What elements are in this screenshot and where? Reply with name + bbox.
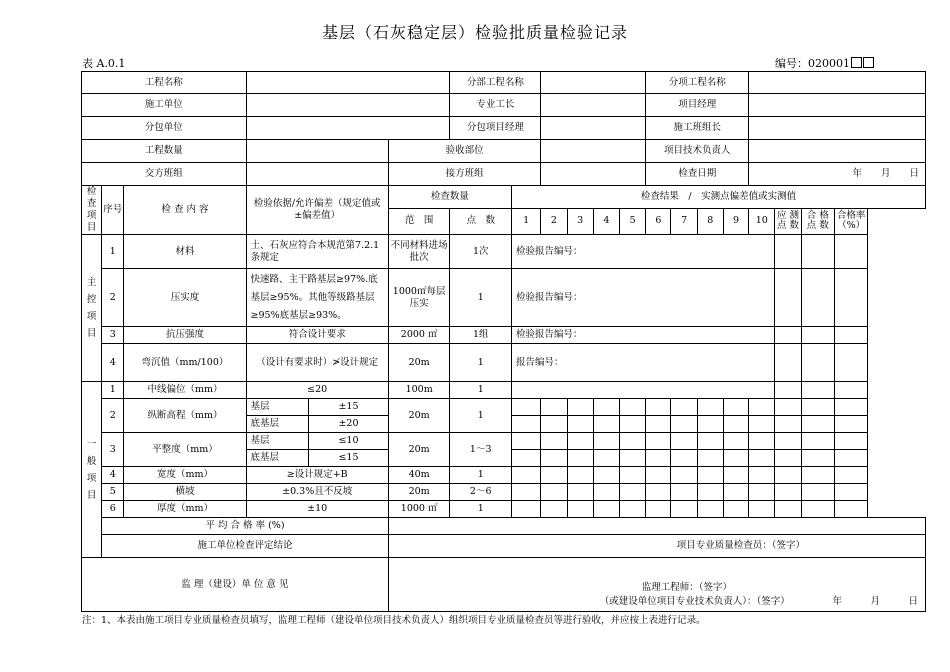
pass-points-cell[interactable] — [801, 344, 834, 382]
result-cell[interactable] — [567, 501, 593, 518]
result-cell[interactable] — [541, 450, 567, 467]
pass-rate-cell[interactable] — [834, 501, 867, 518]
basis-header: 检验依据/允许偏差（规定值或±偏差值） — [246, 186, 388, 235]
item-project-name-label: 分项工程名称 — [646, 72, 749, 94]
item-range: 40m — [388, 467, 450, 484]
project-manager-label: 项目经理 — [646, 94, 749, 117]
measure-points-cell[interactable] — [775, 399, 801, 416]
inspection-date-label: 检查日期 — [646, 163, 749, 186]
item-points: 1 — [450, 399, 512, 433]
result-cell[interactable] — [593, 399, 619, 416]
item-range: 100m — [388, 382, 450, 399]
item-basis: ≥设计规定+B — [246, 467, 388, 484]
result-cell[interactable] — [646, 501, 671, 518]
measure-points-cell[interactable] — [775, 484, 801, 501]
result-cell[interactable] — [620, 501, 646, 518]
item-points: 1 — [450, 269, 512, 327]
measure-points-cell[interactable] — [775, 450, 801, 467]
result-cell[interactable] — [749, 467, 775, 484]
result-cell[interactable] — [620, 467, 646, 484]
result-cell[interactable] — [749, 433, 775, 450]
result-cell[interactable] — [671, 484, 697, 501]
result-col-9: 9 — [723, 208, 748, 234]
subcontract-unit-label: 分包单位 — [82, 117, 247, 140]
result-col-3: 3 — [567, 208, 593, 234]
result-cell[interactable] — [512, 501, 541, 518]
main-group-label: 主控项目 — [82, 235, 102, 382]
pass-points-cell[interactable] — [801, 327, 834, 344]
handover-team-label: 交方班组 — [82, 163, 247, 186]
item-points: 1 — [450, 501, 512, 518]
pass-points-cell[interactable] — [801, 235, 834, 269]
measure-points-cell[interactable] — [775, 382, 801, 399]
item-sub-label: 基层 — [246, 399, 309, 416]
result-cell[interactable] — [593, 433, 619, 450]
result-cell[interactable] — [512, 484, 541, 501]
item-sub-value: ≤15 — [309, 450, 389, 467]
item-range: 1000 ㎡ — [388, 501, 450, 518]
range-header: 范 围 — [388, 208, 450, 234]
result-col-5: 5 — [620, 208, 646, 234]
receiver-team-label: 接方班组 — [388, 163, 540, 186]
item-seq: 5 — [102, 484, 124, 501]
measure-points-cell[interactable] — [775, 344, 801, 382]
result-cell[interactable] — [749, 399, 775, 416]
result-col-10: 10 — [749, 208, 775, 234]
item-basis: 符合设计要求 — [246, 327, 388, 344]
item-content: 材料 — [124, 235, 246, 269]
result-col-6: 6 — [646, 208, 671, 234]
measure-points-cell[interactable] — [775, 416, 801, 433]
item-range: 20m — [388, 399, 450, 433]
pass-points-cell[interactable] — [801, 467, 834, 484]
item-basis: ≤20 — [246, 382, 388, 399]
item-range: 20m — [388, 484, 450, 501]
result-cell[interactable] — [671, 433, 697, 450]
result-cell[interactable] — [620, 450, 646, 467]
measure-points-header: 应 测点 数 — [775, 208, 801, 234]
pass-points-cell[interactable] — [801, 269, 834, 327]
result-cell[interactable] — [697, 416, 723, 433]
item-content: 抗压强度 — [124, 327, 246, 344]
result-cell[interactable] — [541, 399, 567, 416]
pass-rate-cell[interactable] — [834, 484, 867, 501]
measure-points-cell[interactable] — [775, 269, 801, 327]
serial-label: 编号：020001 — [775, 57, 850, 70]
item-sub-value: ±15 — [309, 399, 389, 416]
item-result[interactable]: 检验报告编号： — [512, 235, 775, 269]
item-basis: 土、石灰应符合本规范第7.2.1条规定 — [246, 235, 388, 269]
project-name-label: 工程名称 — [82, 72, 247, 94]
result-cell[interactable] — [512, 399, 541, 416]
item-project-name-field[interactable] — [749, 72, 926, 94]
result-cell[interactable] — [593, 484, 619, 501]
pass-rate-cell[interactable] — [834, 269, 867, 327]
average-pass-rate-field[interactable] — [388, 518, 925, 535]
item-content: 横坡 — [124, 484, 246, 501]
result-cell[interactable] — [541, 433, 567, 450]
result-cell[interactable] — [567, 433, 593, 450]
pass-rate-cell[interactable] — [834, 450, 867, 467]
result-cell[interactable] — [512, 433, 541, 450]
result-col-2: 2 — [541, 208, 567, 234]
points-header: 点 数 — [450, 208, 512, 234]
result-cell[interactable] — [671, 450, 697, 467]
sub-project-name-field[interactable] — [541, 72, 646, 94]
footnote: 注：1、本表由施工项目专业质量检查员填写，监理工程师（建设单位项目技术负责人）组织项目专业质量检查员等进行验收，并应按上表进行记录。 — [82, 615, 706, 626]
result-cell[interactable] — [541, 467, 567, 484]
foreman-field[interactable] — [541, 94, 646, 117]
result-cell[interactable] — [620, 416, 646, 433]
serial-number — [775, 55, 874, 71]
result-cell[interactable] — [512, 416, 541, 433]
subcontract-manager-field[interactable] — [541, 117, 646, 140]
result-cell[interactable] — [697, 433, 723, 450]
item-content: 平整度（mm） — [124, 433, 246, 467]
result-cell[interactable] — [593, 501, 619, 518]
measure-points-cell[interactable] — [775, 235, 801, 269]
result-cell[interactable] — [723, 467, 748, 484]
pass-rate-cell[interactable] — [834, 382, 867, 399]
serial-box[interactable] — [863, 57, 874, 68]
content-header: 检 查 内 容 — [124, 186, 246, 235]
acceptance-part-label: 验收部位 — [388, 140, 540, 163]
item-seq: 1 — [102, 382, 124, 399]
pass-rate-cell[interactable] — [834, 235, 867, 269]
result-cell[interactable] — [567, 399, 593, 416]
supervision-opinion-field[interactable] — [388, 558, 925, 612]
project-name-field[interactable] — [246, 72, 450, 94]
item-content: 厚度（mm） — [124, 501, 246, 518]
result-cell[interactable] — [749, 450, 775, 467]
measure-points-cell[interactable] — [775, 501, 801, 518]
supervisor-sign: 监理工程师：（签字） — [641, 582, 733, 593]
item-points: 1～3 — [450, 433, 512, 467]
project-manager-field[interactable] — [749, 94, 926, 117]
result-cell[interactable] — [697, 501, 723, 518]
result-cell[interactable] — [697, 484, 723, 501]
result-cell[interactable] — [671, 467, 697, 484]
form-title: 基层（石灰稳定层）检验批质量检验记录 — [321, 23, 628, 42]
result-cell[interactable] — [567, 416, 593, 433]
result-col-4: 4 — [593, 208, 619, 234]
result-cell[interactable] — [593, 416, 619, 433]
measure-points-cell[interactable] — [775, 433, 801, 450]
item-range: 2000 ㎡ — [388, 327, 450, 344]
item-range: 20m — [388, 433, 450, 467]
pass-rate-header: 合格率（%） — [834, 208, 867, 234]
result-cell[interactable] — [723, 433, 748, 450]
quantity-field[interactable] — [246, 140, 388, 163]
item-result[interactable]: 检验报告编号： — [512, 269, 775, 327]
pass-points-cell[interactable] — [801, 416, 834, 433]
item-content: 弯沉值（mm/100） — [124, 344, 246, 382]
general-group-label: 一般项目 — [82, 382, 102, 558]
subcontract-unit-field[interactable] — [246, 117, 450, 140]
pass-rate-cell[interactable] — [834, 399, 867, 416]
result-cell[interactable] — [723, 450, 748, 467]
pass-points-header: 合 格点 数 — [801, 208, 834, 234]
item-sub-value: ≤10 — [309, 433, 389, 450]
item-result[interactable] — [512, 382, 775, 399]
acceptance-part-field[interactable] — [541, 140, 646, 163]
result-cell[interactable] — [646, 399, 671, 416]
item-content: 压实度 — [124, 269, 246, 327]
result-cell[interactable] — [541, 416, 567, 433]
handover-team-field[interactable] — [246, 163, 388, 186]
item-seq: 3 — [102, 433, 124, 467]
pass-points-cell[interactable] — [801, 399, 834, 416]
supervision-opinion-label: 监 理（建设）单 位 意 见 — [82, 558, 389, 612]
quantity-label: 工程数量 — [82, 140, 247, 163]
result-cell[interactable] — [646, 433, 671, 450]
construction-unit-label: 施工单位 — [82, 94, 247, 117]
item-content: 纵断高程（mm） — [124, 399, 246, 433]
measure-points-cell[interactable] — [775, 467, 801, 484]
result-cell[interactable] — [541, 501, 567, 518]
item-result[interactable]: 报告编号： — [512, 344, 775, 382]
foreman-label: 专业工长 — [450, 94, 541, 117]
eval-conclusion-field[interactable]: 项目专业质量检查员：（签字） — [388, 535, 925, 558]
item-seq: 4 — [102, 467, 124, 484]
item-points: 1次 — [450, 235, 512, 269]
result-cell[interactable] — [620, 433, 646, 450]
item-basis: （设计有要求时）≯设计规定 — [246, 344, 388, 382]
table-number: 表 A.0.1 — [82, 57, 126, 70]
result-cell[interactable] — [749, 501, 775, 518]
item-points: 1组 — [450, 327, 512, 344]
pass-points-cell[interactable] — [801, 433, 834, 450]
result-header: 检查结果 / 实测点偏差值或实测值 — [512, 186, 926, 209]
item-seq: 6 — [102, 501, 124, 518]
receiver-team-field[interactable] — [541, 163, 646, 186]
result-cell[interactable] — [593, 467, 619, 484]
tech-leader-label: 项目技术负责人 — [646, 140, 749, 163]
item-points: 1 — [450, 344, 512, 382]
construction-unit-field[interactable] — [246, 94, 450, 117]
average-pass-rate-label: 平 均 合 格 率 (%) — [102, 518, 389, 535]
subcontract-manager-label: 分包项目经理 — [450, 117, 541, 140]
result-cell[interactable] — [646, 484, 671, 501]
pass-points-cell[interactable] — [801, 450, 834, 467]
result-cell[interactable] — [723, 501, 748, 518]
item-points: 1 — [450, 467, 512, 484]
result-cell[interactable] — [723, 399, 748, 416]
item-seq: 2 — [102, 269, 124, 327]
result-cell[interactable] — [749, 484, 775, 501]
pass-rate-cell[interactable] — [834, 344, 867, 382]
item-sub-label: 基层 — [246, 433, 309, 450]
result-cell[interactable] — [749, 416, 775, 433]
result-cell[interactable] — [697, 450, 723, 467]
item-points: 1 — [450, 382, 512, 399]
pass-points-cell[interactable] — [801, 484, 834, 501]
check-quantity-header: 检查数量 — [388, 186, 511, 209]
item-seq: 2 — [102, 399, 124, 433]
item-range: 不同材料进场批次 — [388, 235, 450, 269]
item-seq: 3 — [102, 327, 124, 344]
pass-rate-cell[interactable] — [834, 433, 867, 450]
result-cell[interactable] — [646, 416, 671, 433]
result-cell[interactable] — [541, 484, 567, 501]
result-cell[interactable] — [567, 484, 593, 501]
team-leader-field[interactable] — [749, 117, 926, 140]
result-cell[interactable] — [512, 450, 541, 467]
result-cell[interactable] — [697, 399, 723, 416]
sub-project-name-label: 分部工程名称 — [450, 72, 541, 94]
serial-box[interactable] — [851, 57, 862, 68]
item-basis: 快速路、主干路基层≥97%.底基层≥95%。其他等级路基层≥95%底基层≥93%。 — [246, 269, 388, 327]
result-cell[interactable] — [723, 484, 748, 501]
eval-conclusion-label: 施工单位检查评定结论 — [102, 535, 389, 558]
measure-points-cell[interactable] — [775, 327, 801, 344]
item-range: 20m — [388, 344, 450, 382]
seq-header: 序号 — [102, 186, 124, 235]
check-item-header: 检查项目 — [82, 186, 102, 235]
result-cell[interactable] — [567, 450, 593, 467]
result-cell[interactable] — [646, 450, 671, 467]
result-cell[interactable] — [723, 416, 748, 433]
tech-leader-field[interactable] — [749, 140, 926, 163]
item-sub-label: 底基层 — [246, 450, 309, 467]
result-col-1: 1 — [512, 208, 541, 234]
result-cell[interactable] — [697, 467, 723, 484]
item-content: 中线偏位（mm） — [124, 382, 246, 399]
result-cell[interactable] — [671, 501, 697, 518]
item-sub-value: ±20 — [309, 416, 389, 433]
result-cell[interactable] — [593, 450, 619, 467]
result-col-8: 8 — [697, 208, 723, 234]
pass-points-cell[interactable] — [801, 501, 834, 518]
owner-sign: （或建设单位项目专业技术负责人）：（签字） 年 月 日 — [599, 596, 918, 607]
pass-rate-cell[interactable] — [834, 416, 867, 433]
item-seq: 1 — [102, 235, 124, 269]
result-col-7: 7 — [671, 208, 697, 234]
result-cell[interactable] — [646, 467, 671, 484]
item-basis: ±0.3%且不反坡 — [246, 484, 388, 501]
result-cell[interactable] — [620, 399, 646, 416]
item-sub-label: 底基层 — [246, 416, 309, 433]
pass-points-cell[interactable] — [801, 382, 834, 399]
result-cell[interactable] — [620, 484, 646, 501]
inspection-table — [81, 71, 926, 612]
result-cell[interactable] — [567, 467, 593, 484]
item-points: 2～6 — [450, 484, 512, 501]
item-result[interactable]: 检验报告编号： — [512, 327, 775, 344]
inspection-date-field[interactable]: 年 月 日 — [749, 163, 926, 186]
item-range: 1000㎡每层压实 — [388, 269, 450, 327]
pass-rate-cell[interactable] — [834, 327, 867, 344]
team-leader-label: 施工班组长 — [646, 117, 749, 140]
pass-rate-cell[interactable] — [834, 467, 867, 484]
item-content: 宽度（mm） — [124, 467, 246, 484]
result-cell[interactable] — [512, 467, 541, 484]
item-seq: 4 — [102, 344, 124, 382]
item-basis: ±10 — [246, 501, 388, 518]
result-cell[interactable] — [671, 416, 697, 433]
result-cell[interactable] — [671, 399, 697, 416]
